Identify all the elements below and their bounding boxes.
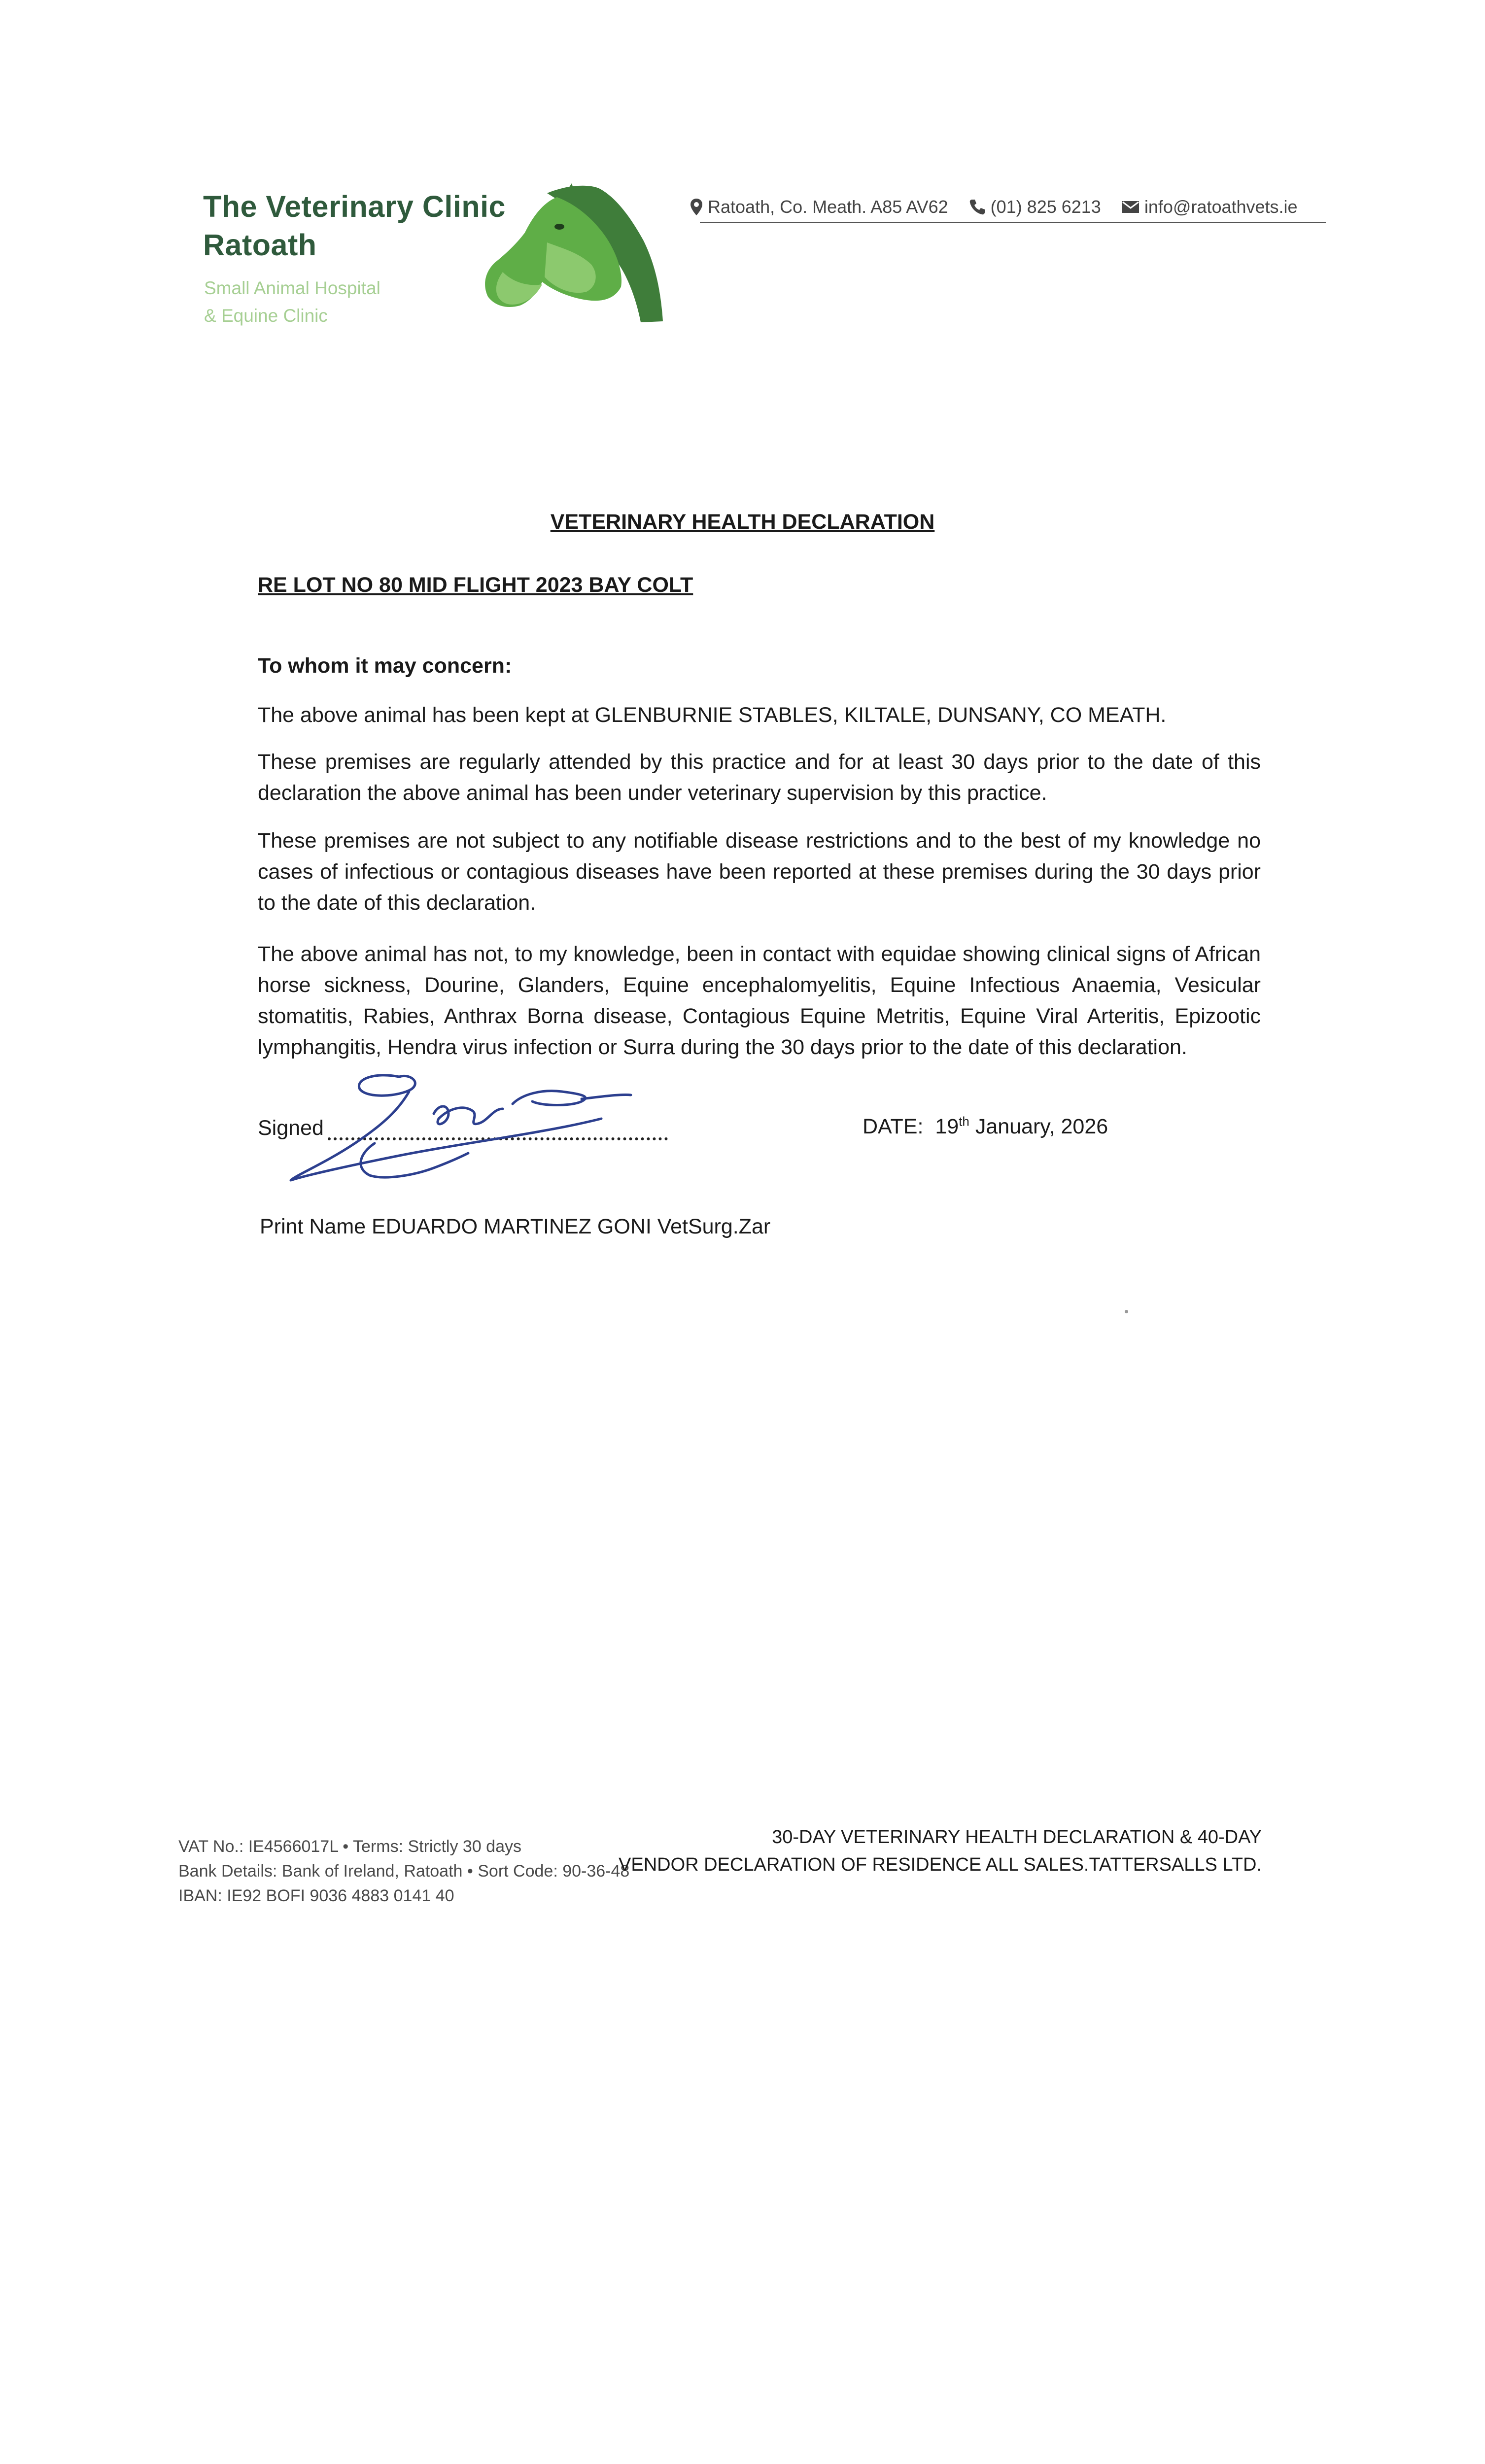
clinic-subtitle-line2: & Equine Clinic xyxy=(204,306,328,326)
contact-address xyxy=(690,197,948,217)
envelope-icon xyxy=(1122,201,1140,213)
clinic-name-line2: Ratoath xyxy=(203,228,317,262)
paragraph-supervision: These premises are regularly attended by this practice and for at least 30 days prior to the date of this declaration the above animal has been under veterinary supervision by this practice. xyxy=(258,750,1261,805)
print-name xyxy=(260,1215,770,1239)
phone-text: (01) 825 6213 xyxy=(990,197,1101,217)
clinic-subtitle-line1: Small Animal Hospital xyxy=(204,278,380,298)
location-pin-icon xyxy=(690,198,703,216)
contact-email xyxy=(1122,197,1298,217)
address-text: Ratoath, Co. Meath. A85 AV62 xyxy=(708,197,948,217)
date-day-suffix: th xyxy=(959,1114,969,1129)
signed-label: Signed xyxy=(258,1116,324,1140)
contact-divider xyxy=(700,222,1326,223)
footer-document-reference xyxy=(619,1823,1262,1879)
horse-eye-shape xyxy=(554,224,564,230)
salutation: To whom it may concern: xyxy=(258,654,512,678)
clinic-name xyxy=(203,187,506,264)
date-day: 19 xyxy=(935,1115,959,1138)
print-name-label: Print Name xyxy=(260,1215,366,1238)
clinic-subtitle xyxy=(204,274,380,330)
footer-reference-line1: 30-DAY VETERINARY HEALTH DECLARATION & 40-DAY xyxy=(772,1827,1262,1848)
paragraph-premises: The above animal has been kept at GLENBURNIE STABLES, KILTALE, DUNSANY, CO MEATH. xyxy=(258,703,1167,727)
horse-head-icon xyxy=(473,183,665,324)
footer-iban-line: IBAN: IE92 BOFI 9036 4883 0141 40 xyxy=(178,1886,454,1905)
paragraph-disease-restrictions: These premises are not subject to any notifiable disease restrictions and to the best of my knowledge no cases of infectious or contagious diseases have been reported at these premises during the 30 days prior to the date of this declaration. xyxy=(258,829,1261,915)
document-title: VETERINARY HEALTH DECLARATION xyxy=(550,510,935,534)
footer-clinic-details xyxy=(178,1834,629,1908)
lot-reference: RE LOT NO 80 MID FLIGHT 2023 BAY COLT xyxy=(258,573,693,597)
footer-reference-line2: VENDOR DECLARATION OF RESIDENCE ALL SALES.TATTERSALLS LTD. xyxy=(619,1854,1262,1875)
date-rest: January, 2026 xyxy=(975,1115,1108,1138)
paragraph-contact-declaration: The above animal has not, to my knowledge, been in contact with equidae showing clinical signs of African horse sickness, Dourine, Glanders, Equine encephalomyelitis, Equine Infectious Anaemia, Vesicular stomatitis, Rabies, Anthrax Borna disease, Contagious Equine Metritis, Equine Viral Arteritis, Epizootic lymphangitis, Hendra virus infection or Surra during the 30 days prior to the date of this declaration. xyxy=(258,942,1261,1059)
handwritten-signature xyxy=(286,1069,710,1188)
declaration-date xyxy=(863,1115,1108,1139)
footer-vat-line: VAT No.: IE4566017L • Terms: Strictly 30 days xyxy=(178,1837,522,1856)
contact-phone xyxy=(969,197,1101,217)
scan-speck xyxy=(1125,1310,1128,1313)
clinic-name-line1: The Veterinary Clinic xyxy=(203,190,506,223)
footer-bank-line: Bank Details: Bank of Ireland, Ratoath • Sort Code: 90-36-48 xyxy=(178,1862,630,1881)
contact-bar xyxy=(690,190,1331,224)
print-name-value: EDUARDO MARTINEZ GONI VetSurg.Zar xyxy=(372,1215,771,1238)
phone-icon xyxy=(969,199,986,215)
email-text: info@ratoathvets.ie xyxy=(1144,197,1298,217)
date-label: DATE: xyxy=(863,1115,924,1138)
